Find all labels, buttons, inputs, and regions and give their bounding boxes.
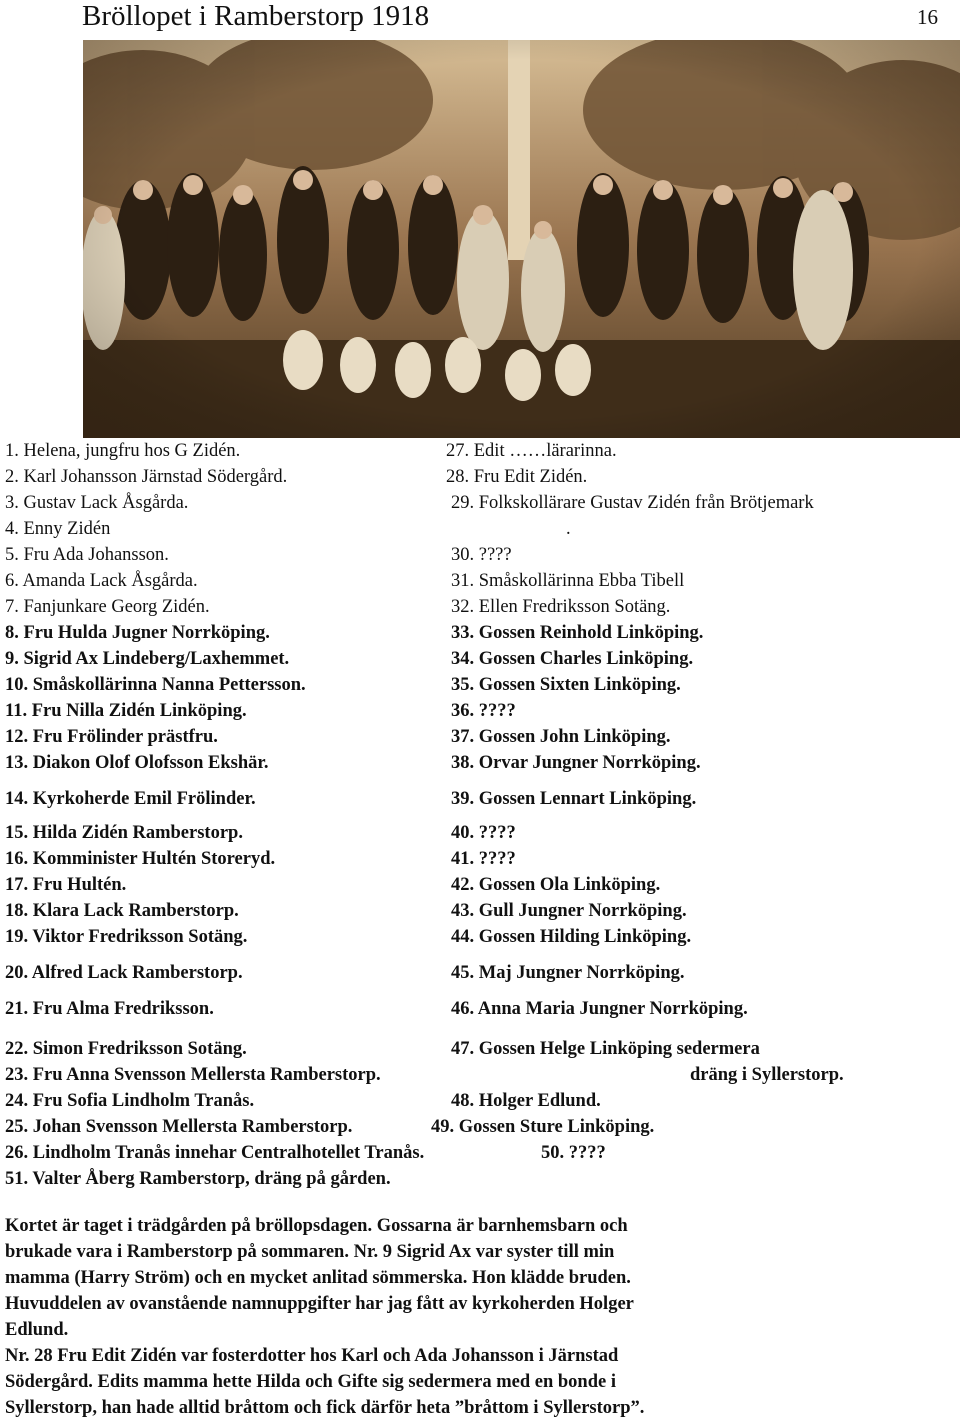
name-entry: 33. Gossen Reinhold Linköping. bbox=[451, 623, 704, 643]
name-entry: 5. Fru Ada Johansson. bbox=[5, 545, 169, 565]
name-entry: 49. Gossen Sture Linköping. bbox=[431, 1117, 655, 1137]
name-entry: 45. Maj Jungner Norrköping. bbox=[451, 963, 685, 983]
name-entry: 19. Viktor Fredriksson Sotäng. bbox=[5, 927, 248, 947]
note-line: Nr. 28 Fru Edit Zidén var fosterdotter hos Karl och Ada Johansson i Järnstad bbox=[5, 1346, 619, 1366]
name-entry: 6. Amanda Lack Åsgårda. bbox=[5, 571, 198, 591]
name-entry: 34. Gossen Charles Linköping. bbox=[451, 649, 694, 669]
name-entry: 35. Gossen Sixten Linköping. bbox=[451, 675, 681, 695]
name-entry: 27. Edit ……lärarinna. bbox=[446, 441, 617, 461]
note-line: Kortet är taget i trädgården på bröllopsdagen. Gossarna är barnhemsbarn och bbox=[5, 1216, 628, 1236]
name-entry: 30. ???? bbox=[451, 545, 512, 565]
name-entry: 39. Gossen Lennart Linköping. bbox=[451, 789, 697, 809]
note-line: Huvuddelen av ovanstående namnuppgifter har jag fått av kyrkoherden Holger bbox=[5, 1294, 634, 1314]
note-line: Syllerstorp, han hade alltid bråttom och fick därför heta ”bråttom i Syllerstorp”. bbox=[5, 1398, 645, 1418]
name-entry: 20. Alfred Lack Ramberstorp. bbox=[5, 963, 243, 983]
name-entry: 37. Gossen John Linköping. bbox=[451, 727, 671, 747]
name-entry: 28. Fru Edit Zidén. bbox=[446, 467, 588, 487]
name-entry: 8. Fru Hulda Jugner Norrköping. bbox=[5, 623, 270, 643]
name-entry: 46. Anna Maria Jungner Norrköping. bbox=[451, 999, 748, 1019]
name-entry: 4. Enny Zidén bbox=[5, 519, 111, 539]
name-entry: 32. Ellen Fredriksson Sotäng. bbox=[451, 597, 671, 617]
name-entry: 21. Fru Alma Fredriksson. bbox=[5, 999, 214, 1019]
name-entry: 51. Valter Åberg Ramberstorp, dräng på gården. bbox=[5, 1169, 391, 1189]
name-entry: 17. Fru Hultén. bbox=[5, 875, 127, 895]
name-entry: 43. Gull Jungner Norrköping. bbox=[451, 901, 687, 921]
name-entry: 9. Sigrid Ax Lindeberg/Laxhemmet. bbox=[5, 649, 290, 669]
name-entry: 29. Folkskollärare Gustav Zidén från Brötjemark bbox=[451, 493, 814, 513]
name-entry: 40. ???? bbox=[451, 823, 516, 843]
name-entry: 38. Orvar Jungner Norrköping. bbox=[451, 753, 701, 773]
name-entry: . bbox=[566, 519, 571, 539]
page-number: 16 bbox=[917, 5, 938, 29]
name-entry: 47. Gossen Helge Linköping sedermera bbox=[451, 1039, 760, 1059]
name-entry: 41. ???? bbox=[451, 849, 516, 869]
note-line: mamma (Harry Ström) och en mycket anlitad sömmerska. Hon klädde bruden. bbox=[5, 1268, 631, 1288]
name-entry: 36. ???? bbox=[451, 701, 516, 721]
note-line: Edlund. bbox=[5, 1320, 69, 1340]
name-entry: 18. Klara Lack Ramberstorp. bbox=[5, 901, 239, 921]
name-entry: dräng i Syllerstorp. bbox=[690, 1065, 844, 1085]
name-entry: 31. Småskollärinna Ebba Tibell bbox=[451, 571, 685, 591]
name-entry: 11. Fru Nilla Zidén Linköping. bbox=[5, 701, 247, 721]
name-entry: 22. Simon Fredriksson Sotäng. bbox=[5, 1039, 247, 1059]
name-entry: 2. Karl Johansson Järnstad Södergård. bbox=[5, 467, 288, 487]
name-entry: 16. Komminister Hultén Storeryd. bbox=[5, 849, 276, 869]
name-entry: 24. Fru Sofia Lindholm Tranås. bbox=[5, 1091, 255, 1111]
name-entry: 13. Diakon Olof Olofsson Ekshär. bbox=[5, 753, 269, 773]
name-entry: 48. Holger Edlund. bbox=[451, 1091, 601, 1111]
photo-illustration bbox=[83, 40, 960, 438]
name-entry: 7. Fanjunkare Georg Zidén. bbox=[5, 597, 210, 617]
name-entry: 26. Lindholm Tranås innehar Centralhotellet Tranås. bbox=[5, 1143, 425, 1163]
name-entry: 23. Fru Anna Svensson Mellersta Ramberstorp. bbox=[5, 1065, 381, 1085]
name-entry: 15. Hilda Zidén Ramberstorp. bbox=[5, 823, 243, 843]
name-entry: 42. Gossen Ola Linköping. bbox=[451, 875, 661, 895]
wedding-group-photo bbox=[83, 40, 960, 438]
name-entry: 12. Fru Frölinder prästfru. bbox=[5, 727, 218, 747]
name-entry: 25. Johan Svensson Mellersta Ramberstorp. bbox=[5, 1117, 353, 1137]
name-entry: 50. ???? bbox=[541, 1143, 606, 1163]
name-entry: 1. Helena, jungfru hos G Zidén. bbox=[5, 441, 241, 461]
note-line: Södergård. Edits mamma hette Hilda och Gifte sig sedermera med en bonde i bbox=[5, 1372, 616, 1392]
note-line: brukade vara i Ramberstorp på sommaren. Nr. 9 Sigrid Ax var syster till min bbox=[5, 1242, 615, 1262]
page-title: Bröllopet i Ramberstorp 1918 bbox=[82, 0, 430, 32]
name-entry: 3. Gustav Lack Åsgårda. bbox=[5, 493, 189, 513]
name-entry: 10. Småskollärinna Nanna Pettersson. bbox=[5, 675, 306, 695]
name-entry: 44. Gossen Hilding Linköping. bbox=[451, 927, 692, 947]
name-entry: 14. Kyrkoherde Emil Frölinder. bbox=[5, 789, 256, 809]
